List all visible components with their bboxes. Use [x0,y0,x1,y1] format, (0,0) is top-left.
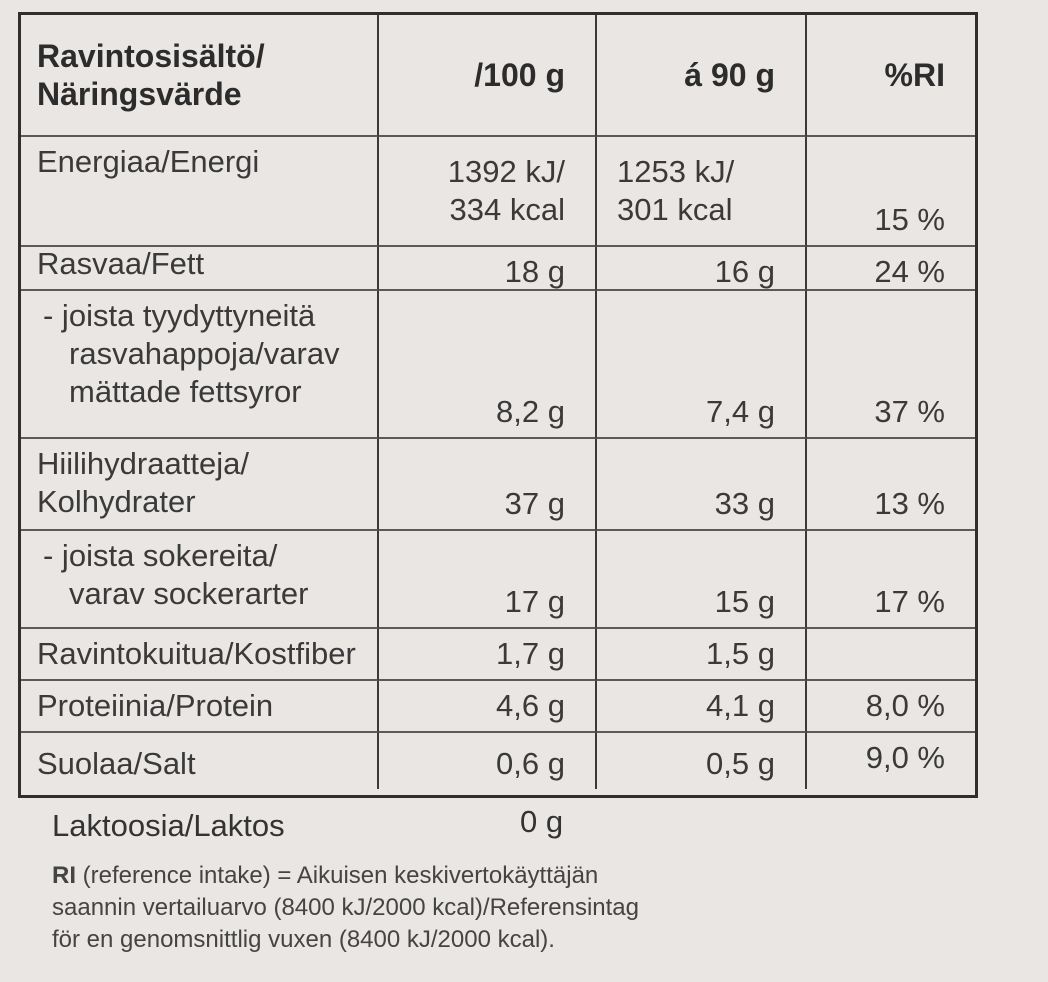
row-fat-per100: 18 g [379,247,597,291]
header-label-line1: Ravintosisältö/ [37,38,265,74]
row-saturated-per100: 8,2 g [379,291,597,439]
row-carbs-per90: 33 g [597,439,807,531]
row-saturated-ri: 37 % [807,291,975,439]
row-sugars-per90: 15 g [597,531,807,629]
row-fat-per90: 16 g [597,247,807,291]
row-protein-label: Proteiinia/Protein [21,681,379,733]
row-salt-per100: 0,6 g [379,733,597,789]
row-fiber-ri [807,629,975,681]
row-energy-label: Energiaa/Energi [21,137,379,247]
header-per90g [597,15,807,137]
row-fat-label: Rasvaa/Fett [21,247,379,291]
row-carbs-per100: 37 g [379,439,597,531]
row-sugars-per100: 17 g [379,531,597,629]
row-fat-ri: 24 % [807,247,975,291]
row-saturated-label: - joista tyydyttyneitä rasvahappoja/varav mättade fettsyror [21,291,379,439]
nutrition-table [18,12,978,798]
header-label [21,15,379,137]
lactose-value: 0 g [520,804,564,839]
footnote-line2: saannin vertailuarvo (8400 kJ/2000 kcal)/Referensintag [52,894,640,921]
row-sugars-ri: 17 % [807,531,975,629]
row-fiber-per90: 1,5 g [597,629,807,681]
header-per90g-text: á 90 g [684,57,775,93]
header-per100g [379,15,597,137]
row-sugars-label: - joista sokereita/ varav sockerarter [21,531,379,629]
row-salt-ri: 9,0 % [865,740,945,775]
footnote-line1: (reference intake) = Aikuisen keskivertokäyttäjän [76,862,599,889]
header-per100g-text: /100 g [474,57,565,93]
row-protein-per100: 4,6 g [379,681,597,733]
row-protein-per90: 4,1 g [597,681,807,733]
row-energy-per100: 1392 kJ/ 334 kcal [379,137,597,247]
row-protein-ri: 8,0 % [807,681,975,733]
row-salt-per90: 0,5 g [597,733,807,789]
row-salt-label: Suolaa/Salt [21,733,379,789]
row-saturated-per90: 7,4 g [597,291,807,439]
row-fiber-per100: 1,7 g [379,629,597,681]
row-fiber-label: Ravintokuitua/Kostfiber [21,629,379,681]
header-label-line2: Näringsvärde [37,76,242,112]
ri-abbreviation: RI [52,862,76,889]
header-ri [807,15,975,137]
footnote-line3: för en genomsnittlig vuxen (8400 kJ/2000 kcal). [52,926,555,953]
lactose-label: Laktoosia/Laktos [52,808,285,843]
row-energy-ri: 15 % [807,137,975,247]
header-ri-text: %RI [884,57,945,93]
row-carbs-ri: 13 % [807,439,975,531]
row-carbs-label: Hiilihydraatteja/ Kolhydrater [21,439,379,531]
ri-footnote [52,860,852,956]
row-energy-per90: 1253 kJ/ 301 kcal [597,137,807,247]
